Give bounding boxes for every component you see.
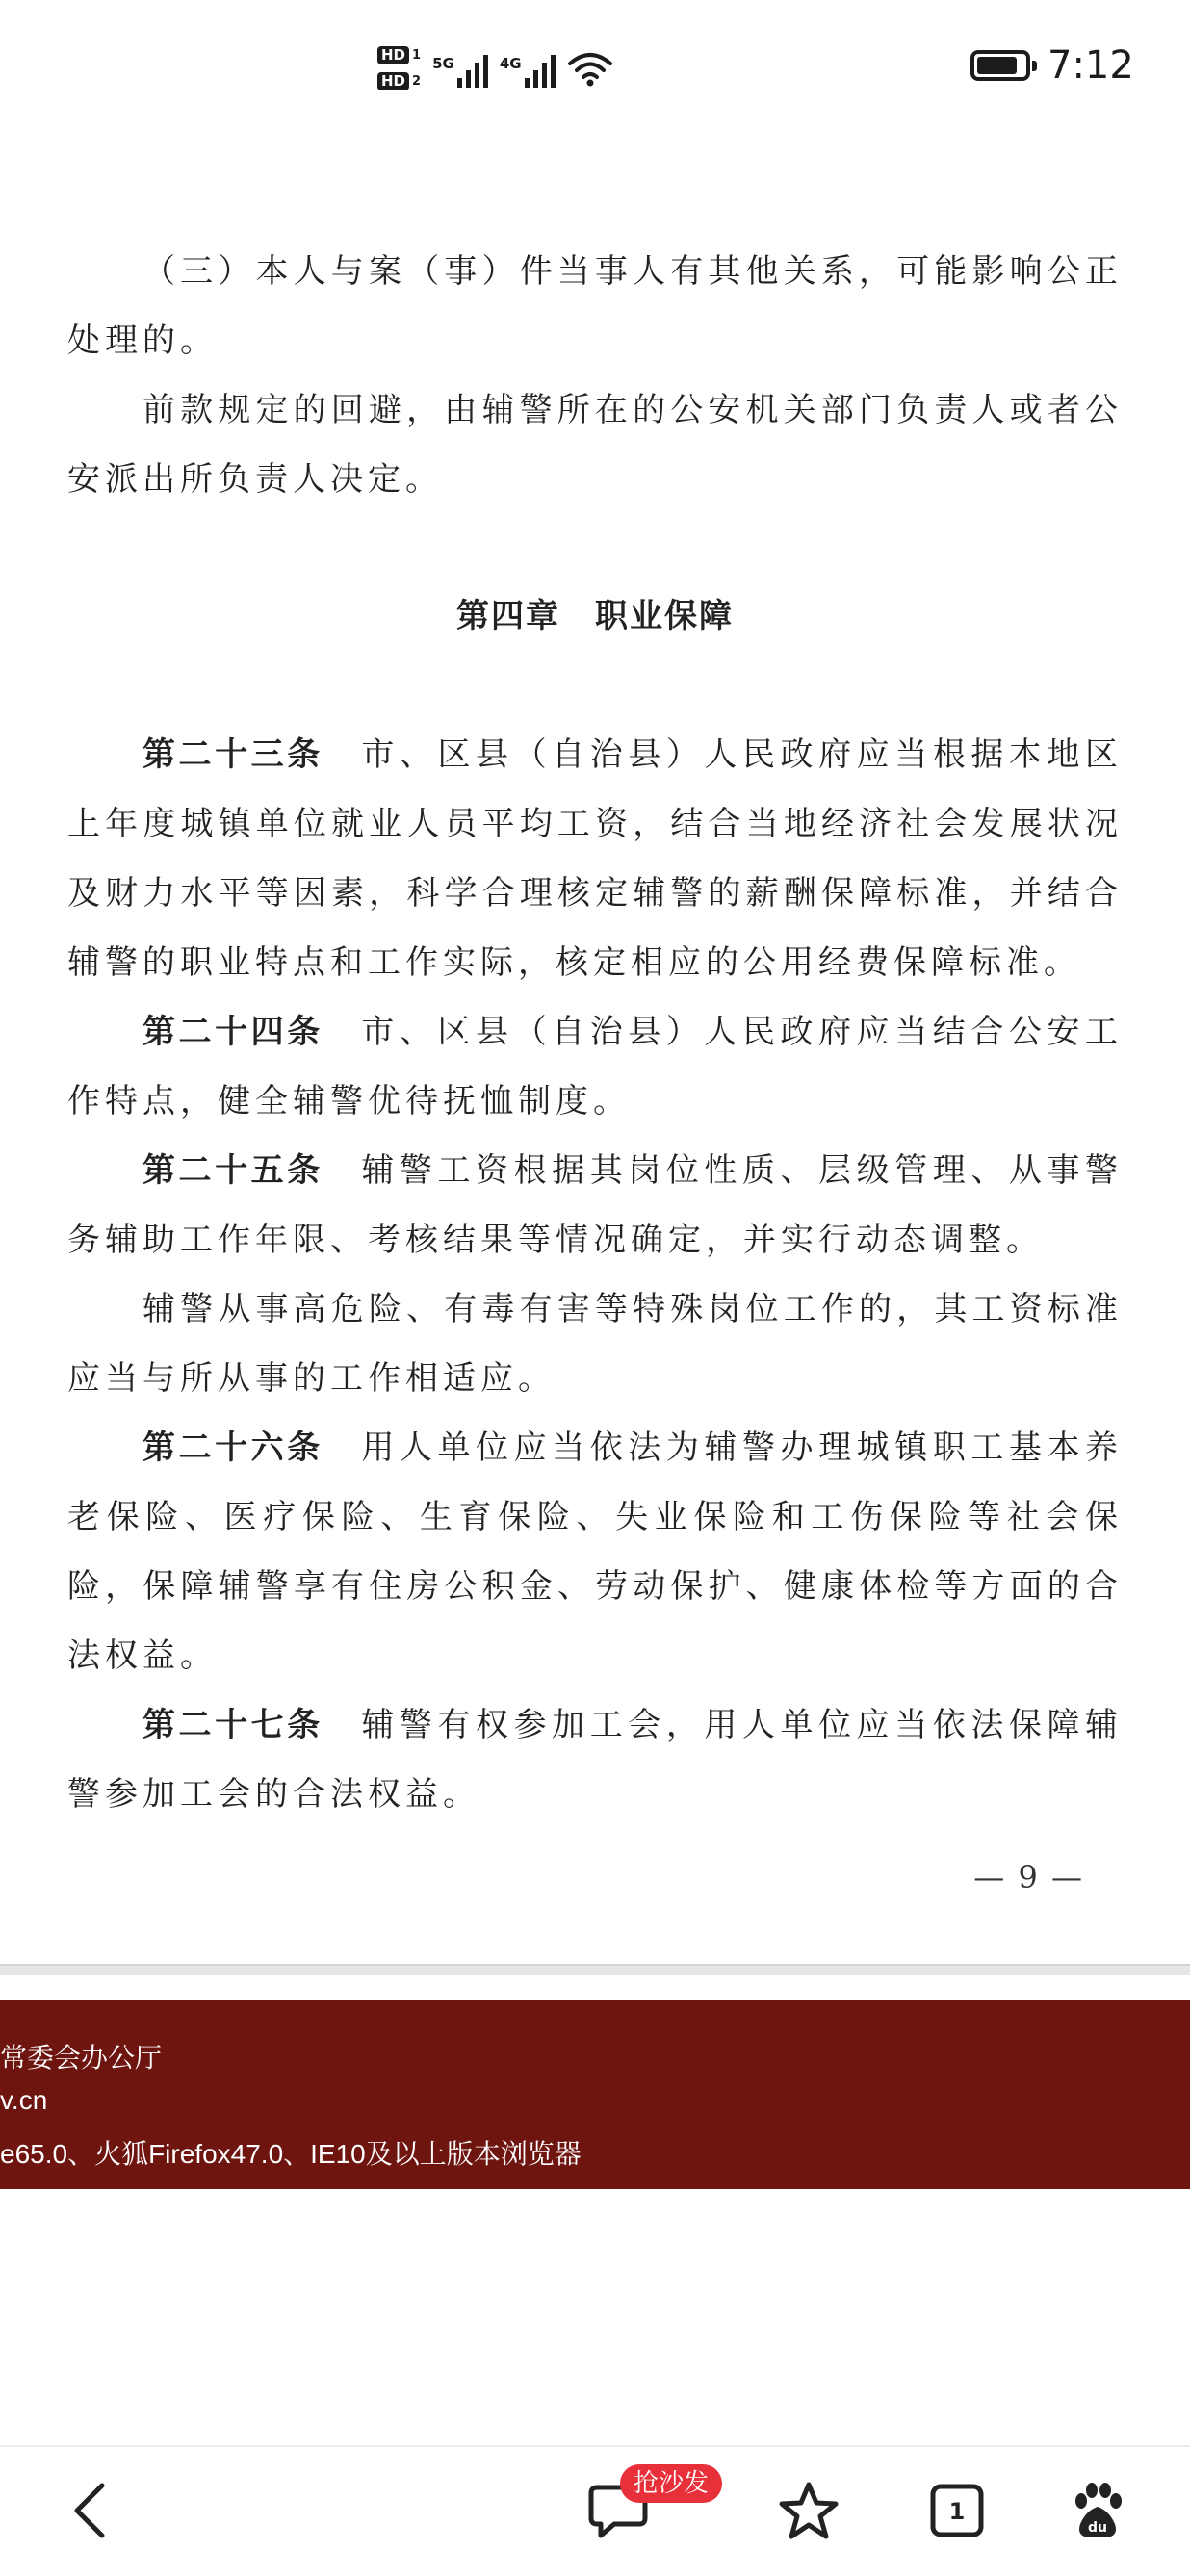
hd-voice-sim1: HD 1 bbox=[377, 46, 421, 64]
clock: 7:12 bbox=[1048, 43, 1134, 88]
network-type-4g: 4G bbox=[499, 55, 522, 72]
article-text: 辅警有权参加工会，用人单位应当依法保障辅警参加工会的合法权益。 bbox=[67, 1706, 1124, 1814]
cell-signal-icon bbox=[525, 49, 556, 88]
article-26 bbox=[67, 1413, 1123, 1690]
page-number: — 9 — bbox=[973, 1859, 1084, 1895]
baidu-paw-icon bbox=[1067, 2480, 1128, 2541]
footer-website: v.cn bbox=[0, 2085, 48, 2115]
back-button[interactable] bbox=[50, 2470, 131, 2551]
star-icon bbox=[778, 2481, 840, 2540]
baidu-button[interactable] bbox=[1057, 2470, 1138, 2551]
chevron-left-icon bbox=[69, 2482, 112, 2539]
paragraph: 辅警从事高危险、有毒有害等特殊岗位工作的，其工资标准应当与所从事的工作相适应。 bbox=[67, 1290, 1123, 1398]
paragraph: （三）本人与案（事）件当事人有其他关系，可能影响公正处理的。 bbox=[67, 252, 1123, 360]
cell-signal-icon bbox=[457, 49, 488, 88]
article-title: 第二十七条 bbox=[142, 1706, 323, 1744]
article-text: 市、区县（自治县）人民政府应当根据本地区上年度城镇单位就业人员平均工资，结合当地经济社会发展状况及财力水平等因素，科学合理核定辅警的薪酬保障标准，并结合辅警的职业特点和工作实际，核定相应的公用经费保障标准。 bbox=[67, 735, 1124, 982]
favorite-button[interactable] bbox=[768, 2470, 849, 2551]
footer-browser-note: e65.0、火狐Firefox47.0、IE10及以上版本浏览器 bbox=[0, 2139, 582, 2169]
article-23 bbox=[67, 720, 1123, 997]
tab-count: 1 bbox=[948, 2498, 966, 2525]
article-title: 第二十五条 bbox=[142, 1151, 323, 1190]
network-type-5g: 5G bbox=[432, 55, 454, 72]
battery-level bbox=[977, 57, 1017, 74]
svg-text:du: du bbox=[1088, 2520, 1107, 2536]
article-24 bbox=[67, 997, 1123, 1136]
hd-voice-indicators bbox=[377, 46, 421, 90]
article-27 bbox=[67, 1690, 1123, 1829]
status-bar bbox=[0, 0, 1190, 135]
wifi-icon bbox=[567, 49, 613, 88]
browser-bottom-nav bbox=[0, 2445, 1190, 2576]
footer-organization: 常委会办公厅 bbox=[0, 2043, 163, 2073]
article-text: 辅警工资根据其岗位性质、层级管理、从事警务辅助工作年限、考核结果等情况确定，并实行动态调整。 bbox=[67, 1151, 1124, 1259]
article-25 bbox=[67, 1136, 1123, 1275]
signal-indicators bbox=[377, 35, 613, 102]
article-title: 第二十三条 bbox=[142, 735, 323, 774]
signal-4g bbox=[500, 49, 556, 88]
comment-badge[interactable]: 抢沙发 bbox=[620, 2464, 722, 2503]
signal-5g bbox=[432, 49, 488, 88]
hd-voice-sim2: HD 2 bbox=[377, 72, 421, 90]
document-content bbox=[67, 237, 1123, 1912]
tabs-button[interactable] bbox=[917, 2470, 997, 2551]
paragraph: 前款规定的回避，由辅警所在的公安机关部门负责人或者公安派出所负责人决定。 bbox=[67, 391, 1123, 499]
article-text: 用人单位应当依法为辅警办理城镇职工基本养老保险、医疗保险、生育保险、失业保险和工伤保险等社会保险，保障辅警享有住房公积金、劳动保护、健康体检等方面的合法权益。 bbox=[67, 1429, 1124, 1675]
site-footer bbox=[0, 2000, 1190, 2189]
article-title: 第二十四条 bbox=[142, 1013, 323, 1051]
article-title: 第二十六条 bbox=[142, 1429, 323, 1467]
article-text: 市、区县（自治县）人民政府应当结合公安工作特点，健全辅警优待抚恤制度。 bbox=[67, 1013, 1124, 1121]
tabs-icon bbox=[929, 2483, 985, 2538]
battery-icon bbox=[970, 50, 1030, 81]
chapter-title: 第四章 职业保障 bbox=[456, 597, 734, 635]
section-divider bbox=[0, 1964, 1190, 1975]
